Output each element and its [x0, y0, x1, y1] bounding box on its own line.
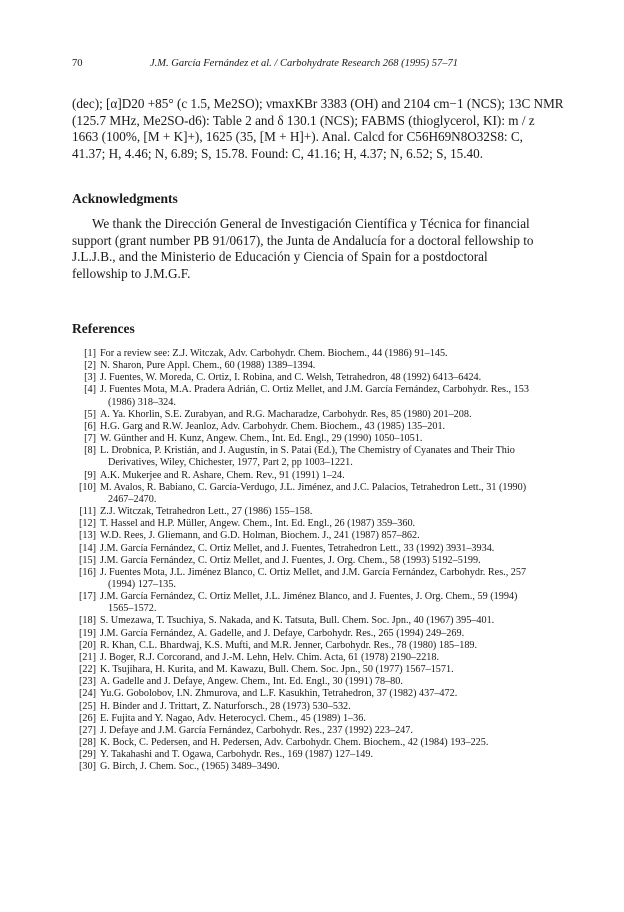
reference-item [72, 421, 572, 433]
reference-item [72, 615, 572, 627]
reference-text: L. Drobnica, P. Kristián, and J. Augustín, in S. Patai (Ed.), The Chemistry of Cyanates and Their Thio [100, 445, 515, 457]
reference-item [72, 518, 572, 530]
reference-item [72, 725, 572, 737]
reference-number: [5] [84, 408, 96, 420]
reference-number: [6] [84, 420, 96, 432]
reference-text: J.M. García Fernández, A. Gadelle, and J. Defaye, Carbohydr. Res., 265 (1994) 249–269. [100, 627, 465, 639]
reference-text: N. Sharon, Pure Appl. Chem., 60 (1988) 1389–1394. [100, 360, 316, 372]
text-line: fellowship to J.M.G.F. [72, 265, 191, 281]
reference-text: A. Ya. Khorlin, S.E. Zurabyan, and R.G. Macharadze, Carbohydr. Res, 85 (1980) 201–208. [100, 408, 472, 420]
reference-text: For a review see: Z.J. Witczak, Adv. Carbohydr. Chem. Biochem., 44 (1986) 91–145. [100, 348, 448, 359]
reference-item [72, 628, 572, 640]
reference-item [72, 688, 572, 700]
reference-number: [1] [84, 348, 96, 359]
reference-text: A.K. Mukerjee and R. Ashare, Chem. Rev., 91 (1991) 1–24. [100, 469, 345, 481]
reference-text: W. Günther and H. Kunz, Angew. Chem., Int. Ed. Engl., 29 (1990) 1050–1051. [100, 433, 423, 445]
reference-item [72, 640, 572, 652]
reference-text-continuation: 1565–1572. [108, 603, 157, 615]
reference-text: J.M. García Fernández, C. Ortiz Mellet, and J. Fuentes, Tetrahedron Lett., 33 (1992) 3931–3934. [100, 542, 495, 554]
reference-item [72, 360, 572, 372]
reference-item [72, 348, 572, 360]
reference-number: [3] [84, 372, 96, 384]
reference-item [72, 713, 572, 725]
reference-item [72, 591, 572, 615]
reference-number: [7] [84, 433, 96, 445]
reference-number: [24] [79, 688, 96, 700]
reference-item [72, 676, 572, 688]
reference-number: [8] [84, 445, 96, 457]
reference-text: J.M. García Fernández, C. Ortiz Mellet, J.L. Jiménez Blanco, and J. Fuentes, J. Org. Chem., 59 (1994) [100, 591, 518, 603]
reference-item [72, 433, 572, 445]
reference-number: [11] [79, 506, 96, 518]
references-heading: References [72, 321, 135, 336]
acknowledgments-paragraph [72, 216, 568, 282]
text-line: 1663 (100%, [M + K]+), 1625 (35, [M + H]+). Anal. Calcd for C56H69N8O32S8: C, [72, 129, 523, 145]
reference-number: [23] [79, 676, 96, 688]
reference-text: S. Umezawa, T. Tsuchiya, S. Nakada, and K. Tatsuta, Bull. Chem. Soc. Jpn., 40 (1967) 395–401. [100, 615, 495, 627]
reference-number: [4] [84, 384, 96, 396]
reference-item [72, 555, 572, 567]
reference-text: J. Defaye and J.M. García Fernández, Carbohydr. Res., 237 (1992) 223–247. [100, 724, 413, 736]
reference-item [72, 737, 572, 749]
reference-number: [27] [79, 724, 96, 736]
reference-text-continuation: (1986) 318–324. [108, 396, 176, 408]
reference-number: [19] [79, 627, 96, 639]
reference-item [72, 664, 572, 676]
reference-number: [28] [79, 737, 96, 748]
reference-text: A. Gadelle and J. Defaye, Angew. Chem., Int. Ed. Engl., 30 (1991) 78–80. [100, 676, 403, 688]
reference-number: [25] [79, 700, 96, 712]
reference-number: [12] [79, 518, 96, 530]
reference-text: T. Hassel and H.P. Müller, Angew. Chem., Int. Ed. Engl., 26 (1987) 359–360. [100, 518, 416, 530]
references-list [72, 348, 572, 773]
reference-text-continuation: Derivatives, Wiley, Chichester, 1977, Part 2, pp 1003–1221. [108, 457, 353, 469]
experimental-continuation [72, 96, 568, 162]
reference-text-continuation: (1994) 127–135. [108, 578, 176, 590]
reference-item [72, 445, 572, 469]
reference-text: J. Boger, R.J. Corcorand, and J.-M. Lehn, Helv. Chim. Acta, 61 (1978) 2190–2218. [100, 651, 440, 663]
reference-number: [26] [79, 712, 96, 724]
reference-text: K. Tsujihara, H. Kurita, and M. Kawazu, Bull. Chem. Soc. Jpn., 50 (1977) 1567–1571. [100, 664, 454, 676]
reference-item [72, 761, 572, 773]
reference-number: [13] [79, 530, 96, 542]
text-line: J.L.J.B., and the Ministerio de Educación y Ciencia of Spain for a postdoctoral [72, 249, 488, 265]
reference-text: G. Birch, J. Chem. Soc., (1965) 3489–3490. [100, 761, 280, 773]
reference-item [72, 567, 572, 591]
reference-text: Yu.G. Gobolobov, I.N. Zhmurova, and L.F. Kasukhin, Tetrahedron, 37 (1982) 437–472. [100, 688, 458, 700]
reference-number: [22] [79, 664, 96, 676]
reference-number: [16] [79, 566, 96, 578]
reference-item [72, 530, 572, 542]
page-number: 70 [72, 58, 83, 69]
text-line: (125.7 MHz, Me2SO-d6): Table 2 and δ 130.1 (NCS); FABMS (thioglycerol, KI): m / z [72, 112, 535, 128]
reference-item [72, 701, 572, 713]
reference-text: J.M. García Fernández, C. Ortiz Mellet, and J. Fuentes, J. Org. Chem., 58 (1993) 5192–5199. [100, 554, 481, 566]
reference-number: [10] [79, 481, 96, 493]
reference-item [72, 482, 572, 506]
text-line: (dec); [α]D20 +85° (c 1.5, Me2SO); νmaxKBr 3383 (OH) and 2104 cm−1 (NCS); 13C NMR [72, 96, 564, 111]
reference-text: W.D. Rees, J. Gliemann, and G.D. Holman, Biochem. J., 241 (1987) 857–862. [100, 530, 420, 542]
reference-text: H. Binder and J. Trittart, Z. Naturforsch., 28 (1973) 530–532. [100, 700, 351, 712]
reference-item [72, 506, 572, 518]
reference-text: Y. Takahashi and T. Ogawa, Carbohydr. Res., 169 (1987) 127–149. [100, 749, 373, 761]
reference-item [72, 749, 572, 761]
reference-item [72, 372, 572, 384]
running-title: J.M. García Fernández et al. / Carbohydrate Research 268 (1995) 57–71 [150, 58, 459, 69]
reference-text: M. Avalos, R. Babiano, C. García-Verdugo, J.L. Jiménez, and J.C. Palacios, Tetrahedron Lett., 31 (1990) [100, 481, 527, 493]
reference-number: [2] [84, 360, 96, 372]
reference-text: J. Fuentes Mota, J.L. Jiménez Blanco, C. Ortiz Mellet, and J.M. García Fernández, Carbohydr. Res., 257 [100, 566, 527, 578]
reference-text: H.G. Garg and R.W. Jeanloz, Adv. Carbohydr. Chem. Biochem., 43 (1985) 135–201. [100, 420, 446, 432]
reference-number: [21] [79, 651, 96, 663]
reference-number: [17] [79, 591, 96, 603]
reference-number: [20] [79, 639, 96, 651]
reference-item [72, 652, 572, 664]
text-line: We thank the Dirección General de Investigación Científica y Técnica for financial [92, 216, 530, 231]
reference-number: [29] [79, 749, 96, 761]
reference-text: R. Khan, C.L. Bhardwaj, K.S. Mufti, and M.R. Jenner, Carbohydr. Res., 78 (1980) 185–189. [100, 639, 478, 651]
reference-item [72, 409, 572, 421]
reference-text: J. Fuentes, W. Moreda, C. Ortiz, I. Robina, and C. Welsh, Tetrahedron, 48 (1992) 6413–6424. [100, 372, 482, 384]
reference-text: E. Fujita and Y. Nagao, Adv. Heterocycl. Chem., 45 (1989) 1–36. [100, 712, 366, 724]
reference-number: [9] [84, 469, 96, 481]
reference-text: Z.J. Witczak, Tetrahedron Lett., 27 (1986) 155–158. [100, 506, 313, 518]
acknowledgments-heading: Acknowledgments [72, 191, 178, 206]
text-line: 41.37; H, 4.46; N, 6.89; S, 15.78. Found: C, 41.16; H, 4.37; N, 6.52; S, 15.40. [72, 145, 484, 161]
reference-text: J. Fuentes Mota, M.A. Pradera Adrián, C. Ortiz Mellet, and J.M. García Fernández, Carbohydr. Res., 153 [100, 384, 529, 396]
reference-number: [14] [79, 542, 96, 554]
reference-item [72, 470, 572, 482]
reference-number: [15] [79, 554, 96, 566]
reference-item [72, 384, 572, 408]
reference-text-continuation: 2467–2470. [108, 493, 157, 505]
reference-text: K. Bock, C. Pedersen, and H. Pedersen, Adv. Carbohydr. Chem. Biochem., 42 (1984) 193–225. [100, 737, 489, 748]
reference-number: [30] [79, 761, 96, 773]
reference-item [72, 543, 572, 555]
reference-number: [18] [79, 615, 96, 627]
text-line: support (grant number PB 91/0617), the Junta de Andalucía for a doctoral fellowship to [72, 232, 534, 248]
